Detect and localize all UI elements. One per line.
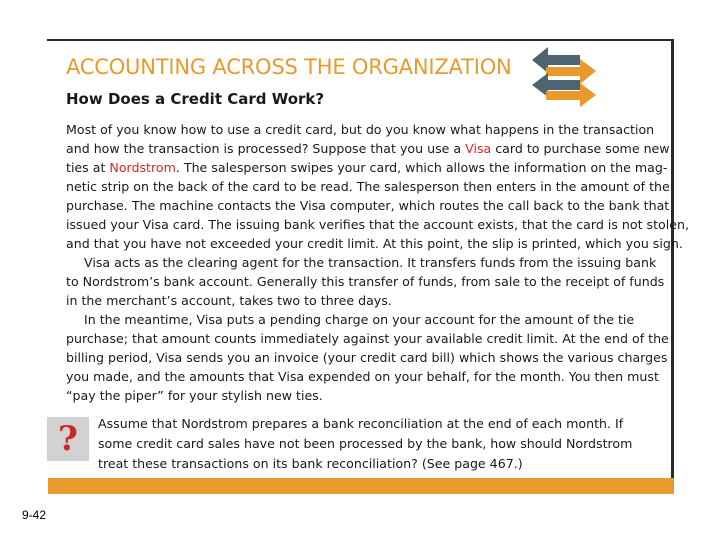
- body-line: “pay the piper” for your stylish new ties.: [66, 388, 323, 403]
- question-line: some credit card sales have not been processed by the bank, how should Nordstrom: [98, 436, 633, 451]
- body-line: in the merchant’s account, takes two to three days.: [66, 293, 392, 308]
- body-line: purchase. The machine contacts the Visa computer, which routes the call back to the bank that: [66, 198, 670, 213]
- body-line: issued your Visa card. The issuing bank verifies that the account exists, that the card is not stolen,: [66, 217, 689, 232]
- footer-accent-bar: [48, 478, 674, 494]
- body-line: and that you have not exceeded your credit limit. At this point, the slip is printed, which you sign.: [66, 236, 683, 251]
- article-body: [66, 120, 689, 405]
- body-line: and how the transaction is processed? Suppose that you use a Visa card to purchase some new: [66, 141, 670, 156]
- body-line: In the meantime, Visa puts a pending charge on your account for the amount of the tie: [84, 312, 635, 327]
- exchange-arrows-icon: [532, 47, 596, 107]
- slide-number: 9-42: [22, 508, 47, 522]
- article-subtitle: How Does a Credit Card Work?: [66, 90, 325, 108]
- question-mark-icon: ?: [58, 419, 78, 459]
- body-line: billing period, Visa sends you an invoice (your credit card bill) which shows the various charges: [66, 350, 668, 365]
- question-box: [47, 417, 89, 461]
- body-line: purchase; that amount counts immediately against your available credit limit. At the end of the: [66, 331, 669, 346]
- question-line: treat these transactions on its bank reconciliation? (See page 467.): [98, 456, 523, 471]
- body-line: to Nordstrom’s bank account. Generally this transfer of funds, from sale to the receipt of funds: [66, 274, 665, 289]
- body-line: Visa acts as the clearing agent for the transaction. It transfers funds from the issuing bank: [84, 255, 657, 270]
- question-line: Assume that Nordstrom prepares a bank reconciliation at the end of each month. If: [98, 416, 624, 431]
- nordstrom-link: Nordstrom: [109, 160, 176, 175]
- question-text: [98, 414, 658, 474]
- body-line: Most of you know how to use a credit card, but do you know what happens in the transaction: [66, 122, 655, 137]
- body-line: ties at Nordstrom. The salesperson swipes your card, which allows the information on the mag-: [66, 160, 668, 175]
- visa-link: Visa: [465, 141, 492, 156]
- body-line: you made, and the amounts that Visa expended on your behalf, for the month. You then must: [66, 369, 659, 384]
- body-line: netic strip on the back of the card to be read. The salesperson then enters in the amount of the: [66, 179, 670, 194]
- section-heading: ACCOUNTING ACROSS THE ORGANIZATION: [66, 55, 512, 79]
